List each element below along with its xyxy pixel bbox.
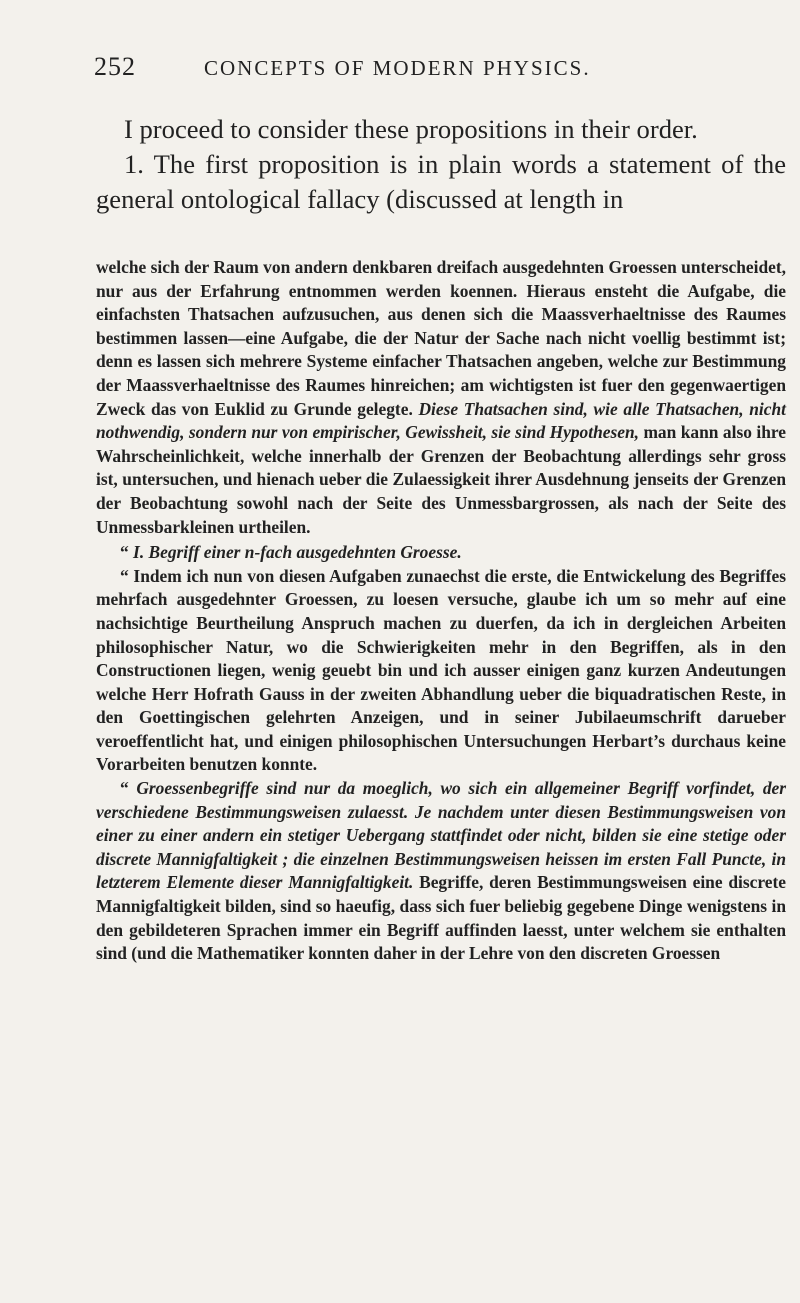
quote-paragraph-1 xyxy=(96,256,786,539)
german-quotation xyxy=(96,256,786,966)
paragraph-intro: I proceed to consider these propositions in their order. xyxy=(124,114,698,144)
quote-heading-open-mark: “ xyxy=(120,542,134,563)
quote-p1-text-a: welche sich der Raum von andern denkbaren dreifach ausgedehnten Groessen unterscheidet, nur aus der Erfahrung entnommen werden koennen. Hieraus ensteht die Aufgabe, die einfachsten Thatsachen aufzusuchen, aus denen sich die Maassverhaeltnisse des Raumes bestimmen lassen—eine Aufgabe, die der Natur der Sache nach nicht voellig bestimmt ist; denn es lassen sich mehrere Systeme einfacher Thatsachen angeben, welche zur Bestimmung der Maassverhaeltnisse des Raumes hinreichen; am wichtigsten ist fuer den gegenwaertigen Zweck das von Euklid zu Grunde gelegte. xyxy=(96,257,786,419)
quote-p1-italic: Diese Thatsachen sind, wie alle Thatsachen, nicht nothwendig, sondern nur von empirischer, Gewissheit, sie sind Hypothesen, xyxy=(96,398,786,443)
running-header xyxy=(94,52,784,86)
quote-p4-open-mark: “ xyxy=(120,778,137,799)
quote-section-heading xyxy=(96,541,786,565)
page-number: 252 xyxy=(94,52,136,81)
paragraph-first-proposition: 1. The first proposition is in plain words a statement of the general ontological fallacy (discussed at length in xyxy=(96,149,786,214)
quote-p4-italic: Groessenbegriffe sind nur da moeglich, wo sich ein allgemeiner Begriff vorfindet, der verschiedene Bestimmungsweisen zulaesst. Je nachdem unter diesen Bestimmungsweisen von einer zu einer andern ein stetiger Uebergang stattfindet oder nicht, bilden sie eine stetige oder discrete Mannigfaltigkeit ; die einzelnen Bestimmungsweisen heissen im ersten Fall Puncte, in letzterem Elemente dieser Mannigfaltigkeit. xyxy=(96,778,786,893)
quote-heading-italic: I. Begriff einer n-fach ausgedehnten Groesse. xyxy=(133,542,462,563)
main-body-text xyxy=(96,112,786,217)
quote-p1-text-b: man kann also ihre Wahrscheinlichkeit, welche innerhalb der Grenzen der Beobachtung allerdings sehr gross ist, untersuchen, und hienach ueber die Zulaessigkeit ihrer Ausdehnung jenseits der Grenzen der Beobachtung sowohl nach der Seite des Unmessbargrossen, als nach der Seite des Unmessbarkleinen urtheilen. xyxy=(96,422,786,537)
quote-paragraph-3: “ Indem ich nun von diesen Aufgaben zunaechst die erste, die Entwickelung des Begriffes mehrfach ausgedehnter Groessen, zu loesen versuche, glaube ich um so mehr auf eine nachsichtige Beurtheilung Anspruch machen zu duerfen, da ich in dergleichen Arbeiten philosophischer Natur, wo die Schwierigkeiten mehr in den Begriffen, als in den Constructionen liegen, wenig geuebt bin und ich ausser einigen ganz kurzen Andeutungen welche Herr Hofrath Gauss in der zweiten Abhandlung ueber die biquadratischen Reste, in den Goettingischen gelehrten Anzeigen, und in seiner Jubilaeumschrift darueber veroeffentlicht hat, und einigen philosophischen Untersuchungen Herbart’s durchaus keine Vorarbeiten benutzen konnte. xyxy=(96,565,786,775)
running-title: CONCEPTS OF MODERN PHYSICS. xyxy=(204,56,591,80)
quote-paragraph-4 xyxy=(96,777,786,966)
quote-p4-text: Begriffe, deren Bestimmungsweisen eine discrete Mannigfaltigkeit bilden, sind so haeufig, dass sich fuer beliebig gegebene Dinge wenigstens in den gebildeteren Sprachen immer ein Begriff auffinden laesst, unter welchem sie enthalten sind (und die Mathematiker konnten daher in der Lehre von den discreten Groessen xyxy=(96,872,786,964)
